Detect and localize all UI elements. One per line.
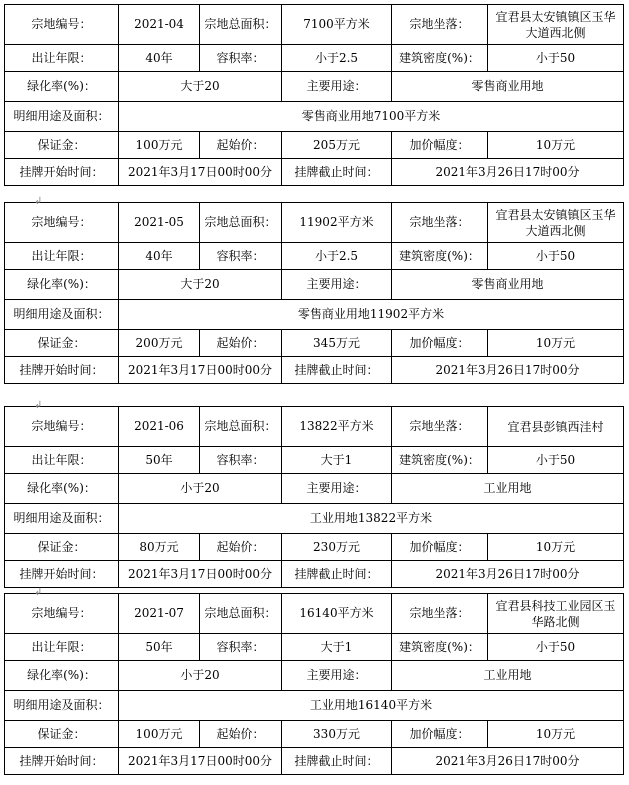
listing-end-label: 挂牌截止时间： [282,159,392,186]
total-area-label: 宗地总面积： [200,203,282,243]
detail-value: 工业用地16140平方米 [119,691,624,721]
listing-start-label: 挂牌开始时间： [5,159,119,186]
paragraph-mark: ↲ [34,587,43,598]
main-use-value: 工业用地 [392,661,624,691]
table-row [5,534,624,561]
term-label: 出让年限： [5,243,119,270]
paragraph-mark: ↲ [34,196,43,207]
increment-label: 加价幅度： [392,330,488,357]
main-use-value: 零售商业用地 [392,270,624,300]
table-row [5,72,624,102]
table-row [5,102,624,132]
table-row [5,45,624,72]
green-label: 绿化率(%)： [5,474,119,504]
deposit-value: 100万元 [119,132,200,159]
green-value: 小于20 [119,474,282,504]
listing-start-label: 挂牌开始时间： [5,748,119,775]
term-label: 出让年限： [5,634,119,661]
increment-label: 加价幅度： [392,721,488,748]
total-area-label: 宗地总面积： [200,407,282,447]
increment-value: 10万元 [488,721,624,748]
term-value: 50年 [119,634,200,661]
table-row [5,330,624,357]
table-row [5,300,624,330]
table-row [5,748,624,775]
start-price-label: 起始价： [200,534,282,561]
deposit-value: 80万元 [119,534,200,561]
deposit-label: 保证金： [5,721,119,748]
term-value: 40年 [119,243,200,270]
listing-start-label: 挂牌开始时间： [5,357,119,384]
location-value: 宜君县科技工业园区玉华路北侧 [488,594,624,634]
listing-start-value: 2021年3月17日00时00分 [119,561,282,588]
green-label: 绿化率(%)： [5,661,119,691]
far-label: 容积率： [200,447,282,474]
green-value: 大于20 [119,270,282,300]
increment-value: 10万元 [488,534,624,561]
listing-end-value: 2021年3月26日17时00分 [392,357,624,384]
detail-value: 零售商业用地11902平方米 [119,300,624,330]
table-row [5,594,624,634]
start-price-value: 330万元 [282,721,392,748]
listing-end-label: 挂牌截止时间： [282,561,392,588]
table-row [5,691,624,721]
far-value: 大于1 [282,634,392,661]
table-row [5,447,624,474]
far-label: 容积率： [200,634,282,661]
total-area-label: 宗地总面积： [200,5,282,45]
location-label: 宗地坐落： [392,203,488,243]
table-row [5,357,624,384]
table-row [5,243,624,270]
parcel-no-label: 宗地编号： [5,203,119,243]
term-label: 出让年限： [5,447,119,474]
parcel-no-label: 宗地编号： [5,407,119,447]
parcel-no-value: 2021-05 [119,203,200,243]
table-row [5,721,624,748]
far-label: 容积率： [200,45,282,72]
term-value: 50年 [119,447,200,474]
green-label: 绿化率(%)： [5,72,119,102]
table-row [5,132,624,159]
listing-end-value: 2021年3月26日17时00分 [392,561,624,588]
total-area-value: 11902平方米 [282,203,392,243]
listing-end-value: 2021年3月26日17时00分 [392,748,624,775]
start-price-value: 230万元 [282,534,392,561]
location-value: 宜君县彭镇西洼村 [488,407,624,447]
main-use-value: 工业用地 [392,474,624,504]
density-value: 小于50 [488,447,624,474]
listing-start-label: 挂牌开始时间： [5,561,119,588]
parcel-no-label: 宗地编号： [5,594,119,634]
increment-value: 10万元 [488,132,624,159]
far-label: 容积率： [200,243,282,270]
increment-label: 加价幅度： [392,534,488,561]
detail-value: 零售商业用地7100平方米 [119,102,624,132]
table-row [5,474,624,504]
green-value: 大于20 [119,72,282,102]
listing-end-label: 挂牌截止时间： [282,748,392,775]
density-label: 建筑密度(%)： [392,243,488,270]
start-price-label: 起始价： [200,330,282,357]
deposit-value: 100万元 [119,721,200,748]
density-label: 建筑密度(%)： [392,45,488,72]
listing-start-value: 2021年3月17日00时00分 [119,357,282,384]
green-value: 小于20 [119,661,282,691]
term-label: 出让年限： [5,45,119,72]
table-row [5,5,624,45]
parcel-table [4,593,624,775]
increment-value: 10万元 [488,330,624,357]
location-value: 宜君县太安镇镇区玉华大道西北侧 [488,203,624,243]
start-price-value: 345万元 [282,330,392,357]
listing-end-label: 挂牌截止时间： [282,357,392,384]
total-area-value: 13822平方米 [282,407,392,447]
start-price-value: 205万元 [282,132,392,159]
start-price-label: 起始价： [200,132,282,159]
term-value: 40年 [119,45,200,72]
start-price-label: 起始价： [200,721,282,748]
deposit-label: 保证金： [5,132,119,159]
table-row [5,504,624,534]
parcel-no-value: 2021-06 [119,407,200,447]
far-value: 小于2.5 [282,45,392,72]
detail-label: 明细用途及面积： [5,691,119,721]
main-use-label: 主要用途： [282,474,392,504]
deposit-label: 保证金： [5,330,119,357]
detail-label: 明细用途及面积： [5,504,119,534]
deposit-label: 保证金： [5,534,119,561]
main-use-label: 主要用途： [282,661,392,691]
location-label: 宗地坐落： [392,407,488,447]
total-area-label: 宗地总面积： [200,594,282,634]
table-row [5,561,624,588]
increment-label: 加价幅度： [392,132,488,159]
location-label: 宗地坐落： [392,5,488,45]
detail-label: 明细用途及面积： [5,300,119,330]
density-label: 建筑密度(%)： [392,634,488,661]
main-use-label: 主要用途： [282,270,392,300]
listing-end-value: 2021年3月26日17时00分 [392,159,624,186]
density-value: 小于50 [488,634,624,661]
far-value: 小于2.5 [282,243,392,270]
density-label: 建筑密度(%)： [392,447,488,474]
listing-start-value: 2021年3月17日00时00分 [119,748,282,775]
green-label: 绿化率(%)： [5,270,119,300]
parcel-table [4,4,624,186]
parcel-no-value: 2021-07 [119,594,200,634]
parcel-table [4,202,624,384]
table-row [5,407,624,447]
table-row [5,159,624,186]
far-value: 大于1 [282,447,392,474]
density-value: 小于50 [488,45,624,72]
location-label: 宗地坐落： [392,594,488,634]
main-use-label: 主要用途： [282,72,392,102]
density-value: 小于50 [488,243,624,270]
main-use-value: 零售商业用地 [392,72,624,102]
parcel-no-label: 宗地编号： [5,5,119,45]
total-area-value: 7100平方米 [282,5,392,45]
deposit-value: 200万元 [119,330,200,357]
table-row [5,661,624,691]
table-row [5,203,624,243]
total-area-value: 16140平方米 [282,594,392,634]
paragraph-mark: ↲ [34,400,43,411]
table-row [5,270,624,300]
detail-label: 明细用途及面积： [5,102,119,132]
listing-start-value: 2021年3月17日00时00分 [119,159,282,186]
location-value: 宜君县太安镇镇区玉华大道西北侧 [488,5,624,45]
table-row [5,634,624,661]
detail-value: 工业用地13822平方米 [119,504,624,534]
parcel-no-value: 2021-04 [119,5,200,45]
parcel-table [4,406,624,588]
